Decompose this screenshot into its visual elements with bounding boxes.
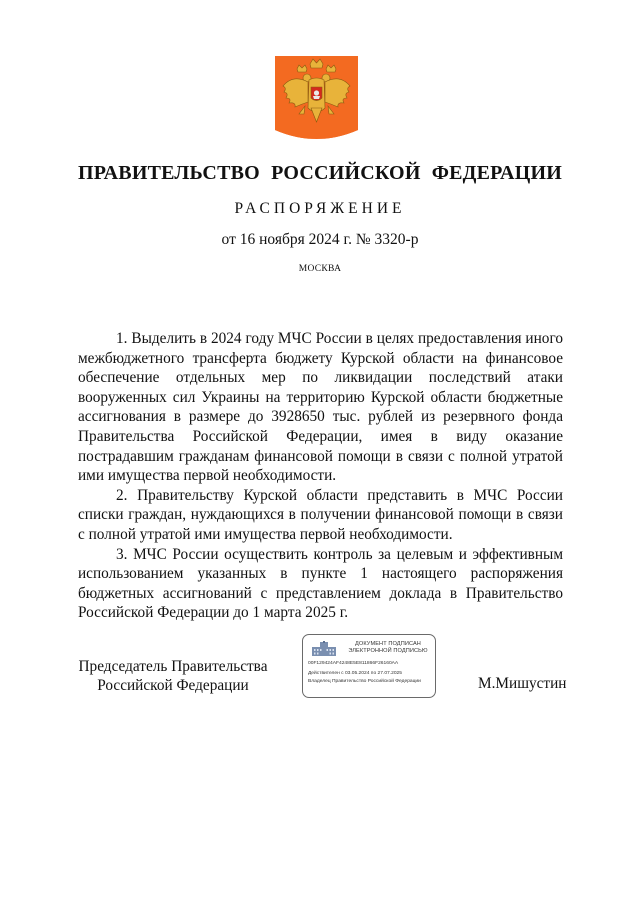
signatory-name: М.Мишустин [478,675,567,692]
signatory-position [78,657,268,695]
government-building-icon [311,641,337,657]
document-type: РАСПОРЯЖЕНИЕ [234,200,406,217]
signatory-position-line1: Председатель Правительства [78,658,268,675]
stamp-title-line2: ЭЛЕКТРОННОЙ ПОДПИСЬЮ [348,648,428,654]
government-title: ПРАВИТЕЛЬСТВО РОССИЙСКОЙ ФЕДЕРАЦИИ [78,162,562,184]
stamp-validity: Действителен с 03.05.2024 по 27.07.2025 [308,671,402,676]
paragraph-1: 1. Выделить в 2024 году МЧС России в целях предоставления иного межбюджетного трансферта бюджету Курской области на финансовое обеспечение отдельных мер по ликвидации последствий атаки вооруженных сил Украины на территорию Курской области бюджетные ассигнования в размере до 3928650 тыс. рублей из резервного фонда Правительства Российской Федерации, имея в виду оказание пострадавшим гражданам финансовой помощи в связи с полной утратой ими имущества первой необходимости. [78,330,563,485]
russian-coat-of-arms-icon [275,56,358,144]
stamp-certificate: 00F129424AF4248E5E811866F26160AA [308,661,399,666]
stamp-title-line1: ДОКУМЕНТ ПОДПИСАН [355,641,421,647]
document-city: МОСКВА [298,264,342,274]
paragraph-3: 3. МЧС России осуществить контроль за целевым и эффективным использованием указанных в пункте 1 настоящего распоряжения бюджетных ассигнований с представлением доклада в Правительство Российской Федерации до 1 марта 2025 г. [78,545,563,622]
electronic-signature-stamp [302,634,436,698]
paragraph-2: 2. Правительству Курской области представить в МЧС России списки граждан, нуждающихся в получении финансовой помощи в связи с полной утратой ими имущества первой необходимости. [78,486,563,543]
stamp-owner: Владелец Правительство Российской Федерации [308,679,421,684]
document-date-number: от 16 ноября 2024 г. № 3320-р [221,231,419,248]
signatory-position-line2: Российской Федерации [97,677,249,694]
document-body [78,329,563,623]
stamp-title [343,641,433,655]
